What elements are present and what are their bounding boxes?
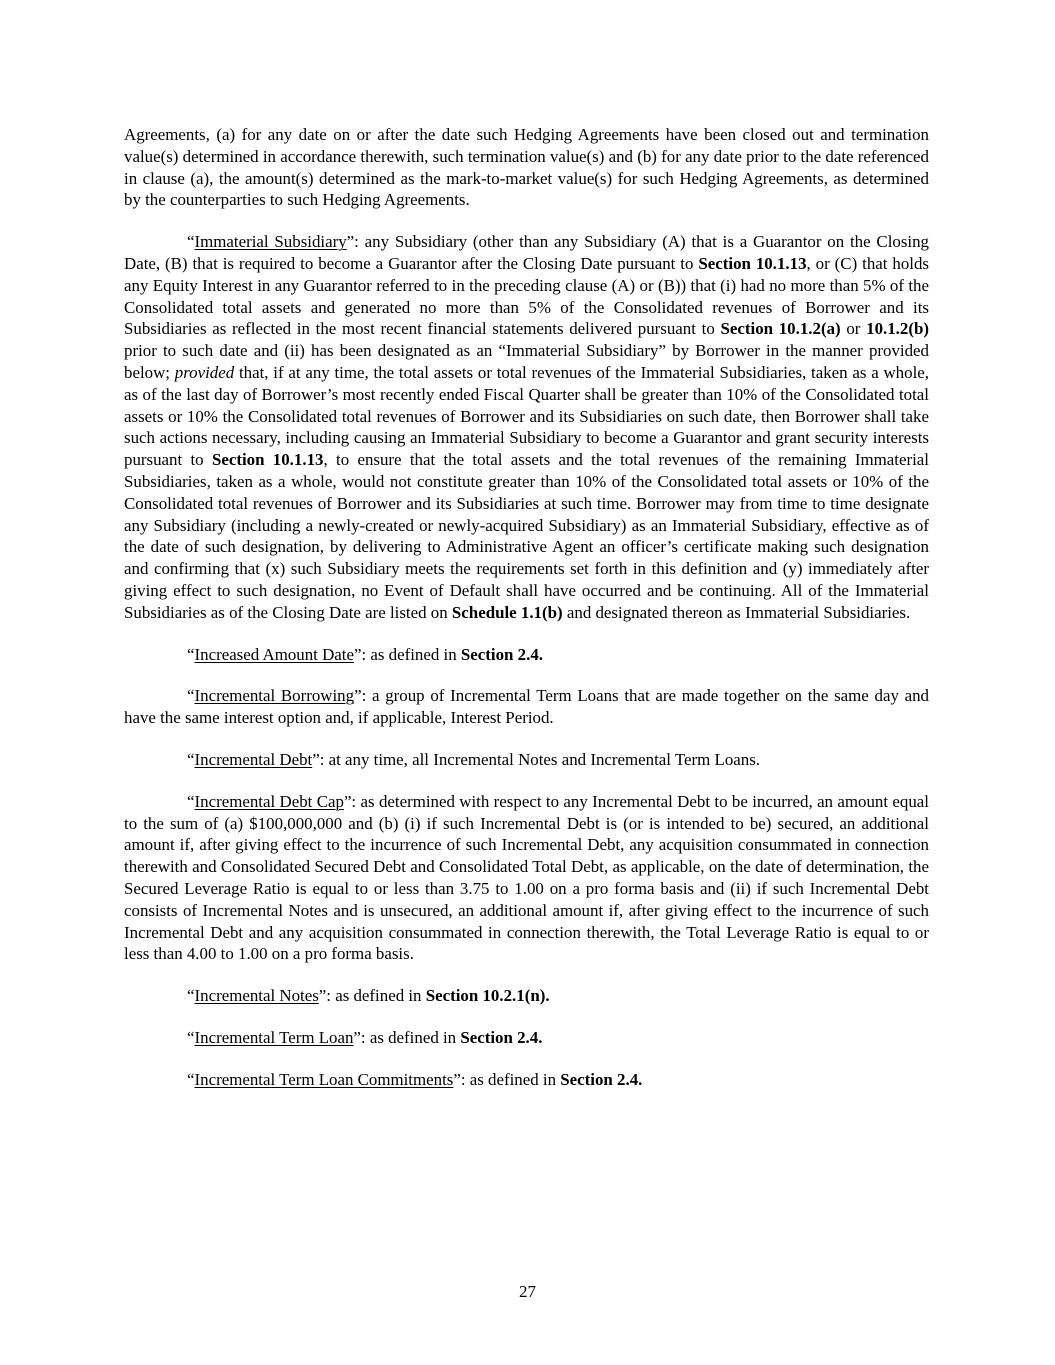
defined-term: Incremental Term Loan (194, 1027, 354, 1047)
section-reference: 10.1.2(b) (866, 319, 929, 339)
definition-incremental-term-loan (124, 1027, 929, 1049)
text-run: “ (187, 791, 195, 811)
definition-immaterial-subsidiary (124, 231, 929, 623)
paragraph-hedging-continuation (124, 124, 929, 211)
defined-term: Incremental Borrowing (194, 686, 355, 706)
text-run: Agreements, (a) for any date on or after the date such Hedging Agreements have been closed out and termination value(s) determined in accordance therewith, such termination value(s) and (b) for any date prior to the date referenced in clause (a), the amount(s) determined as the mark-to-market value(s) for such Hedging Agreements, as determined by the counterparties to such Hedging Agreements. (124, 125, 929, 210)
text-run: “ (187, 986, 195, 1006)
text-run: ”: as defined in (353, 644, 461, 664)
text-run: , or (C) that holds any Equity Interest in any Guarantor referred to in the preceding clause (A) or (B)) that (i) had no more than 5% of the Consolidated total assets and generated no more than 5% of the Consolidated revenues of Borrower and its Subsidiaries as reflected in the most recent financial statements delivered pursuant to (124, 253, 929, 339)
section-reference: Schedule 1.1(b) (451, 602, 563, 622)
section-reference: Section 2.4. (560, 1069, 643, 1089)
text-run: and designated thereon as Immaterial Subsidiaries. (562, 602, 911, 622)
defined-term: Incremental Term Loan Commitments (194, 1069, 454, 1089)
text-run: ”: at any time, all Incremental Notes and Incremental Term Loans. (312, 749, 761, 769)
defined-term: Incremental Debt Cap (194, 791, 344, 811)
definition-increased-amount-date (124, 644, 929, 666)
text-run: ”: as defined in (453, 1069, 561, 1089)
definition-incremental-notes (124, 985, 929, 1007)
section-reference: Section 2.4. (460, 644, 544, 664)
defined-term: Incremental Debt (194, 749, 313, 769)
definition-incremental-debt-cap (124, 791, 929, 965)
emphasis-text: provided (174, 362, 235, 382)
section-reference: Section 10.1.13 (211, 450, 324, 470)
text-run: “ (187, 232, 195, 252)
section-reference: Section 10.1.2(a) (720, 319, 841, 339)
text-run: ”: as defined in (318, 986, 426, 1006)
document-page (124, 124, 929, 1090)
definition-incremental-debt (124, 749, 929, 771)
text-run: ”: any Subsidiary (other than any Subsidiary (A) that is a Guarantor on the Closing Date, (B) that is required to become a Guarantor after the Closing Date pursuant to (124, 232, 929, 273)
text-run: , to ensure that the total assets and the total revenues of the remaining Immaterial Subsidiaries, taken as a whole, would not constitute greater than 10% of the Consolidated total assets or 10% of the Consolidated total revenues of Borrower and its Subsidiaries at such time. Borrower may from time to time designate any Subsidiary (including a newly-created or newly-acquired Subsidiary) as an Immaterial Subsidiary, effective as of the date of such designation, by delivering to Administrative Agent an officer’s certificate making such designation and confirming that (x) such Subsidiary meets the requirements set forth in this definition and (y) immediately after giving effect to such designation, no Event of Default shall have occurred and be continuing. All of the Immaterial Subsidiaries as of the Closing Date are listed on (124, 450, 929, 622)
text-run: prior to such date and (ii) has been designated as an “Immaterial Subsidiary” by Borrower in the manner provided below; (124, 341, 929, 382)
text-run: or (840, 319, 867, 339)
text-run: that, if at any time, the total assets or total revenues of the Immaterial Subsidiaries, taken as a whole, as of the last day of Borrower’s most recently ended Fiscal Quarter shall be greater than 10% of the Consolidated total assets or 10% the Consolidated total revenues of Borrower and its Subsidiaries on such date, then Borrower shall take such actions necessary, including causing an Immaterial Subsidiary to become a Guarantor and grant security interests pursuant to (124, 362, 929, 470)
text-run: ”: a group of Incremental Term Loans that are made together on the same day and have the same interest option and, if applicable, Interest Period. (124, 686, 929, 728)
text-run: ”: as defined in (353, 1027, 461, 1047)
text-run: “ (187, 749, 195, 769)
text-run: “ (187, 686, 195, 706)
section-reference: Section 10.2.1(n). (425, 986, 550, 1006)
section-reference: Section 2.4. (460, 1027, 543, 1047)
section-reference: Section 10.1.13 (698, 253, 807, 273)
text-run: “ (187, 1027, 195, 1047)
definition-incremental-borrowing (124, 685, 929, 729)
defined-term: Incremental Notes (194, 986, 319, 1006)
text-run: “ (187, 644, 195, 664)
text-run: ”: as determined with respect to any Incremental Debt to be incurred, an amount equal to the sum of (a) $100,000,000 and (b) (i) if such Incremental Debt is (or is intended to be) secured, an additional amount if, after giving effect to the incurrence of such Incremental Debt, any acquisition consummated in connection therewith and Consolidated Secured Debt and Consolidated Total Debt, as applicable, on the date of determination, the Secured Leverage Ratio is equal to or less than 3.75 to 1.00 on a pro forma basis and (ii) if such Incremental Debt consists of Incremental Notes and is unsecured, an additional amount if, after giving effect to the incurrence of such Incremental Debt and any acquisition consummated in connection therewith, the Total Leverage Ratio is equal to or less than 4.00 to 1.00 on a pro forma basis. (124, 791, 929, 964)
page-number: 27 (519, 1282, 536, 1301)
defined-term: Immaterial Subsidiary (194, 232, 347, 252)
definition-incremental-term-loan-commitments (124, 1069, 929, 1091)
text-run: “ (187, 1069, 195, 1089)
defined-term: Increased Amount Date (194, 644, 354, 664)
